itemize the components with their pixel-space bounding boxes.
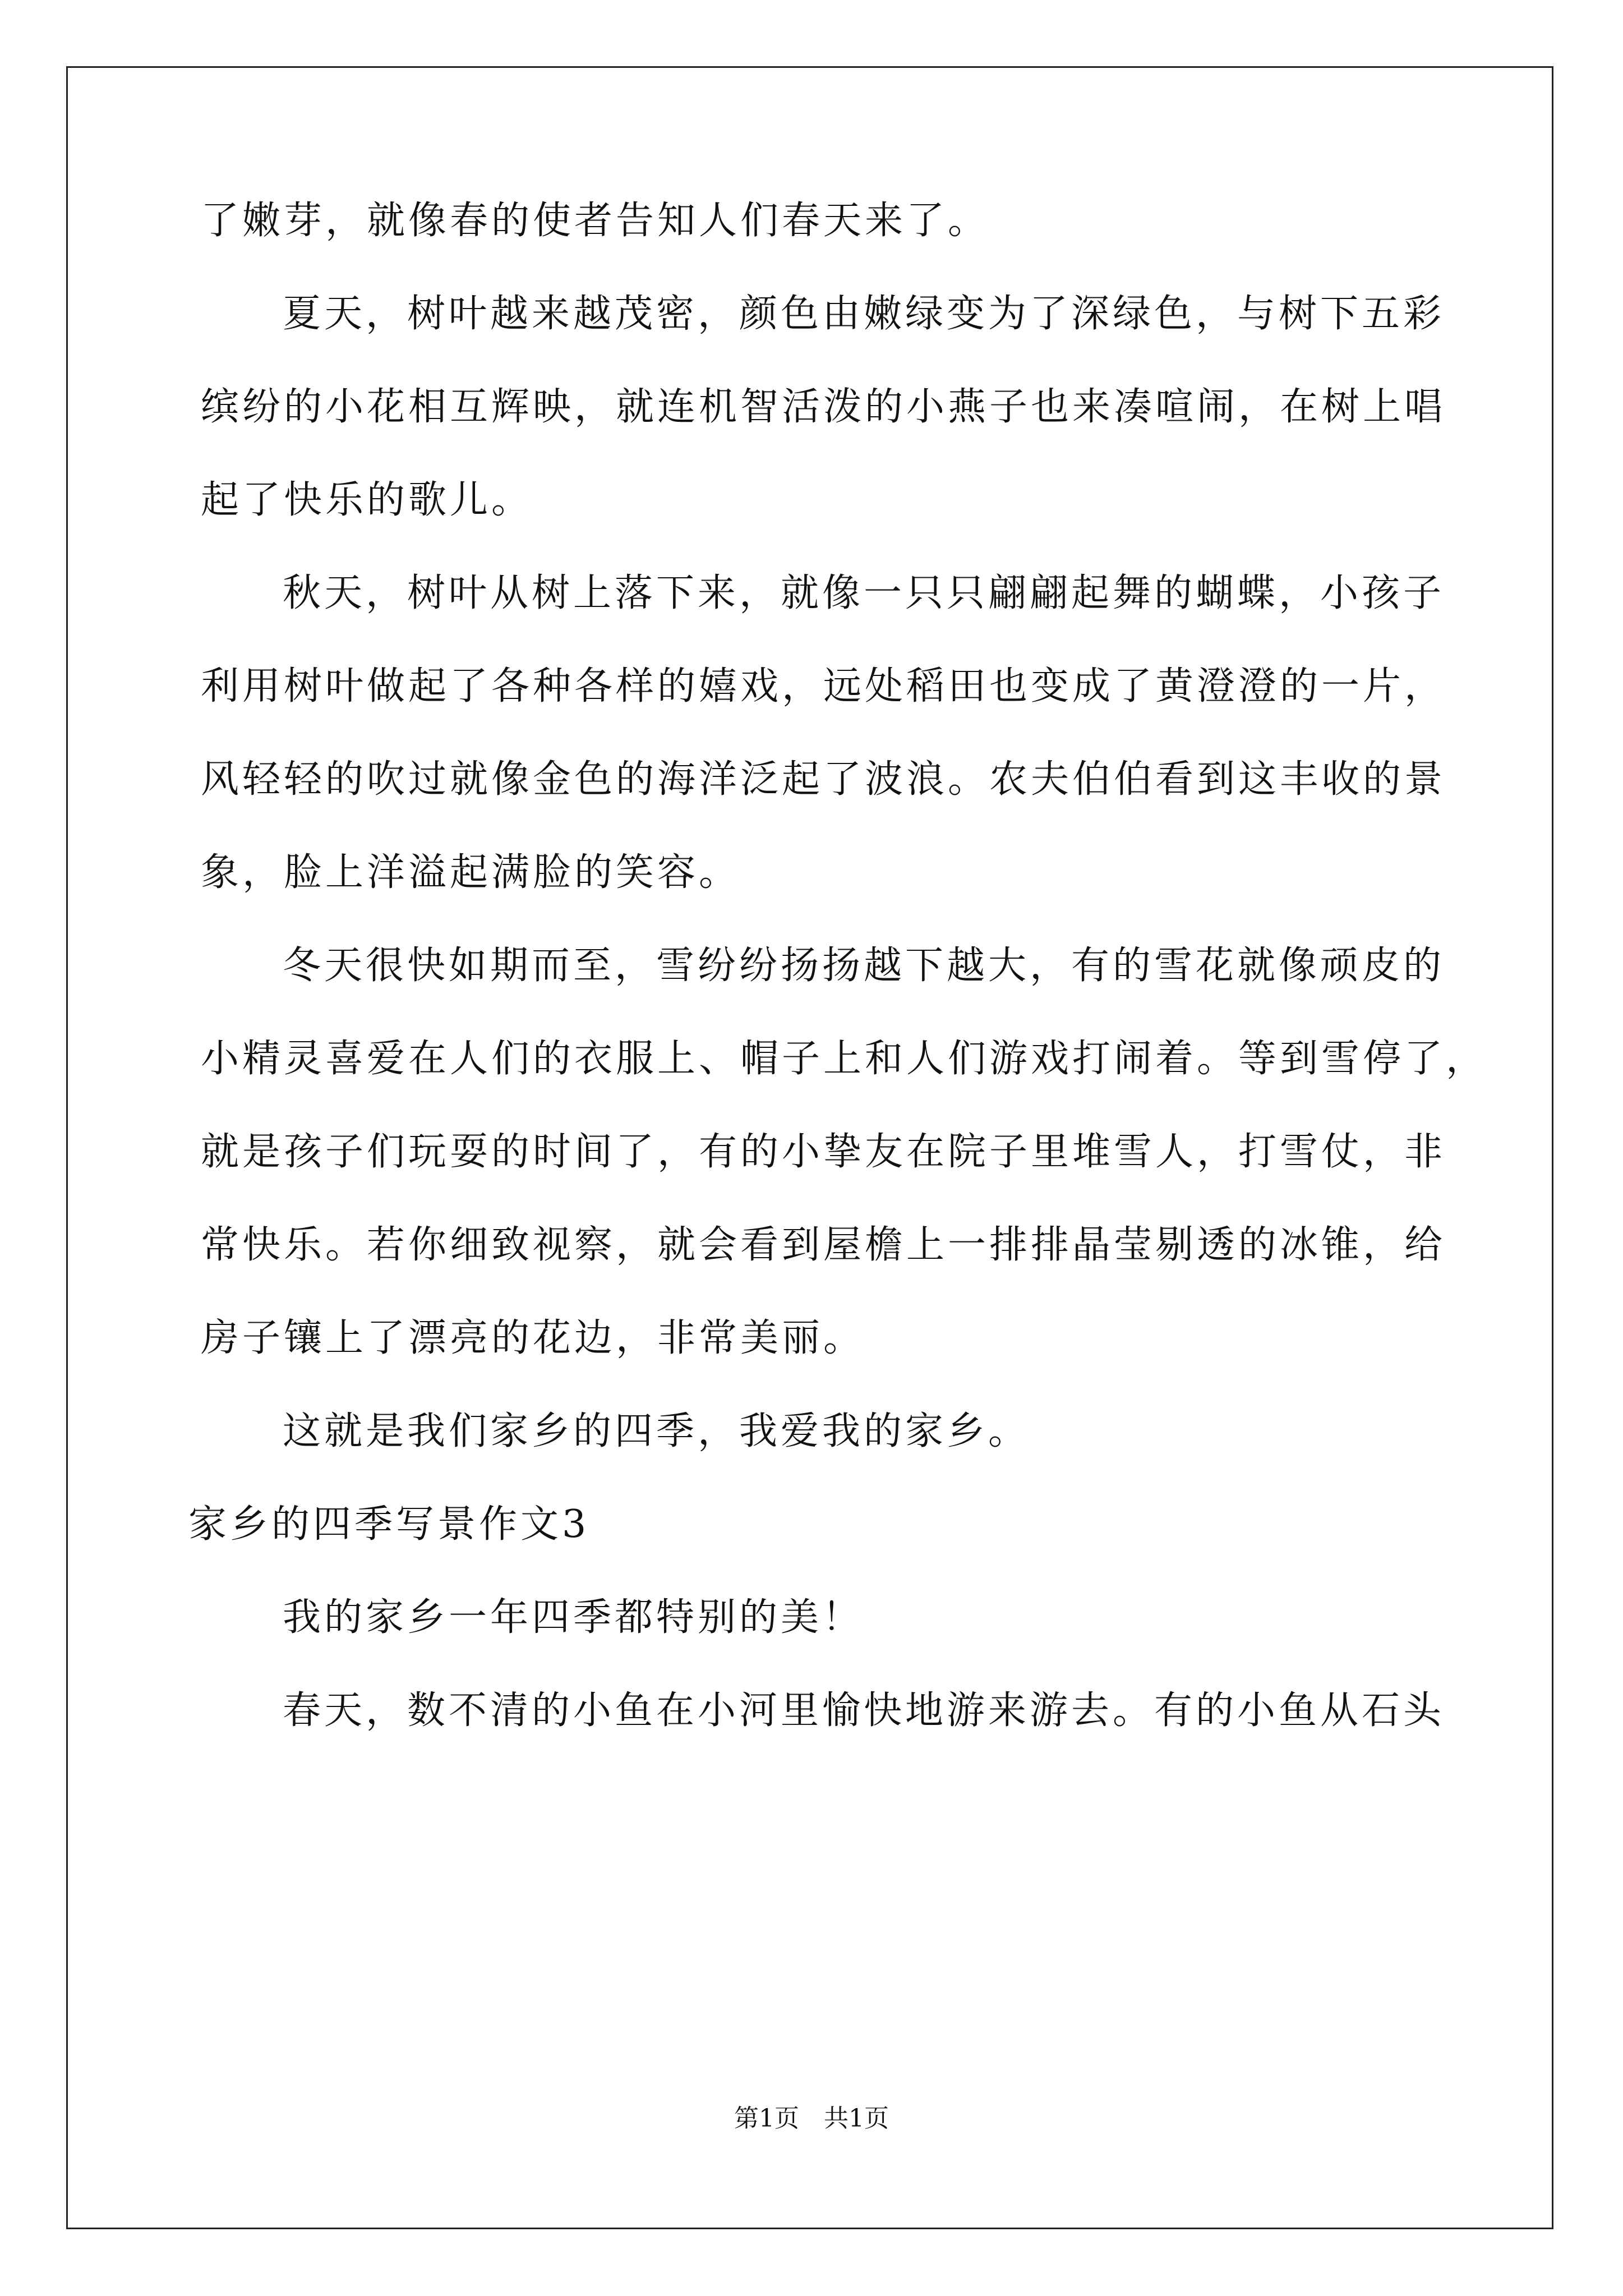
section-heading: 家乡的四季写景作文3 xyxy=(188,1502,590,1547)
text-line: 我的家乡一年四季都特别的美！ xyxy=(283,1595,864,1640)
text-line: 风轻轻的吹过就像金色的海洋泛起了波浪。农夫伯伯看到这丰收的景 xyxy=(201,757,1446,802)
text-line: 就是孩子们玩耍的时间了，有的小挚友在院子里堆雪人，打雪仗，非 xyxy=(201,1130,1446,1174)
page-footer xyxy=(0,2106,1623,2131)
text-line: 春天，数不清的小鱼在小河里愉快地游来游去。有的小鱼从石头 xyxy=(283,1688,1445,1733)
text-line: 这就是我们家乡的四季，我爱我的家乡。 xyxy=(283,1409,1030,1453)
text-line: 房子镶上了漂亮的花边，非常美丽。 xyxy=(201,1316,865,1360)
text-line: 常快乐。若你细致视察，就会看到屋檐上一排排晶莹剔透的冰锥，给 xyxy=(201,1223,1446,1267)
text-line: 小精灵喜爱在人们的衣服上、帽子上和人们游戏打闹着。等到雪停了， xyxy=(201,1037,1488,1081)
text-line: 冬天很快如期而至，雪纷纷扬扬越下越大，有的雪花就像顽皮的 xyxy=(283,944,1445,988)
page-number-label: 第1页 共1页 xyxy=(734,2104,889,2133)
text-line: 缤纷的小花相互辉映，就连机智活泼的小燕子也来凑喧闹，在树上唱 xyxy=(201,385,1446,429)
text-line: 利用树叶做起了各种各样的嬉戏，远处稻田也变成了黄澄澄的一片， xyxy=(201,664,1446,708)
text-line: 夏天，树叶越来越茂密，颜色由嫩绿变为了深绿色，与树下五彩 xyxy=(283,292,1445,336)
text-line: 秋天，树叶从树上落下来，就像一只只翩翩起舞的蝴蝶，小孩子 xyxy=(283,571,1445,615)
document-body xyxy=(188,199,1488,1785)
text-line: 象，脸上洋溢起满脸的笑容。 xyxy=(201,850,741,895)
text-line: 了嫩芽，就像春的使者告知人们春天来了。 xyxy=(201,199,990,243)
text-line: 起了快乐的歌儿。 xyxy=(201,478,533,522)
